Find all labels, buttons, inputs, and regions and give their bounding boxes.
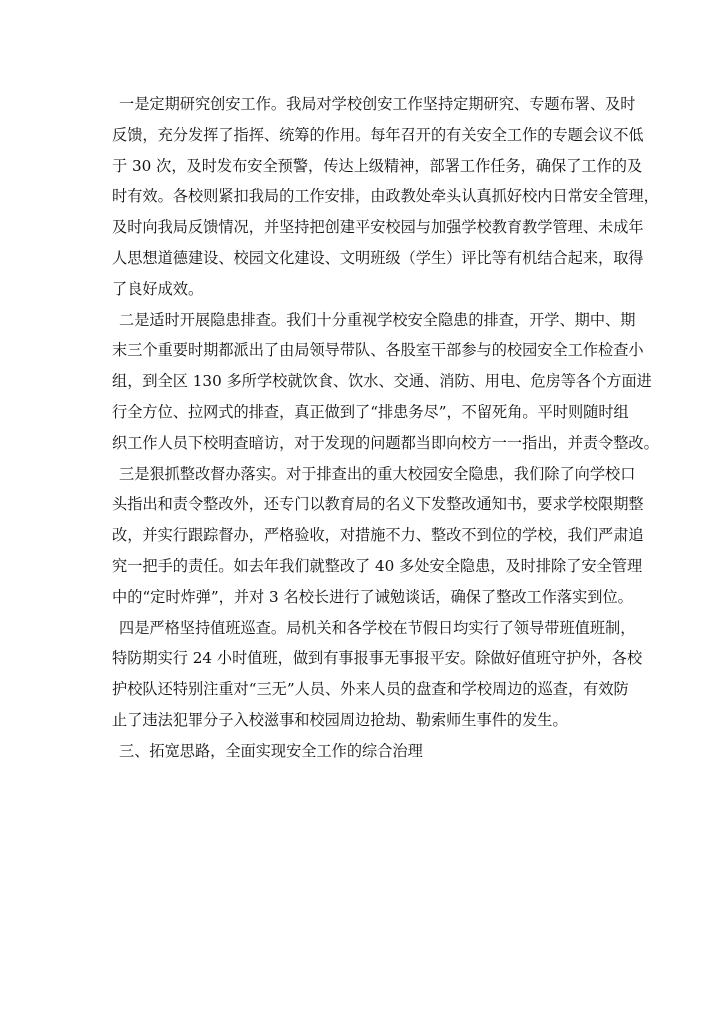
text-line: 四是严格坚持值班巡查。局机关和各学校在节假日均实行了领导带班值班制， <box>119 618 636 637</box>
paragraph-hazard-inspection <box>112 305 659 459</box>
text-line: 了良好成效。 <box>112 279 204 298</box>
text-line: 时有效。各校则紧扣我局的工作安排，由政教处牵头认真抓好校内日常安全管理， <box>112 187 659 206</box>
text-line: 止了违法犯罪分子入校滋事和校园周边抢劫、勒索师生事件的发生。 <box>112 710 568 729</box>
text-line: 二是适时开展隐患排查。我们十分重视学校安全隐患的排查，开学、期中、期 <box>119 310 636 329</box>
paragraph-rectification <box>112 459 644 613</box>
text-line: 护校队还特别注重对“三无”人员、外来人员的盘查和学校周边的巡查，有效防 <box>112 680 629 699</box>
text-line: 改，并实行跟踪督办，严格验收，对措施不力、整改不到位的学校，我们严肃追 <box>112 526 644 545</box>
text-line: 末三个重要时期都派出了由局领导带队、各股室干部参与的校园安全工作检查小 <box>112 341 644 360</box>
paragraph-duty-patrol <box>112 613 643 736</box>
text-line: 行全方位、拉网式的排查，真正做到了“排患务尽”，不留死角。平时则随时组 <box>112 402 629 421</box>
text-line: 一是定期研究创安工作。我局对学校创安工作坚持定期研究、专题布署、及时 <box>119 95 636 113</box>
text-line: 中的“定时炸弹”，并对 3 名校长进行了诫勉谈话，确保了整改工作落实到位。 <box>112 587 633 606</box>
text-line: 究一把手的责任。如去年我们就整改了 40 多处安全隐患，及时排除了安全管理 <box>112 556 643 575</box>
text-line: 于 30 次，及时发布安全预警，传达上级精神，部署工作任务，确保了工作的及 <box>112 156 643 175</box>
text-line: 头指出和责令整改外，还专门以教育局的名义下发整改通知书，要求学校限期整 <box>112 495 644 514</box>
text-line: 特防期实行 24 小时值班，做到有事报事无事报平安。除做好值班守护外，各校 <box>112 649 643 668</box>
text-line: 三是狠抓整改督办落实。对于排查出的重大校园安全隐患，我们除了向学校口 <box>119 464 636 483</box>
document-body <box>112 89 659 767</box>
text-line: 人思想道德建设、校园文化建设、文明班级（学生）评比等有机结合起来，取得 <box>112 248 644 267</box>
section-heading-text: 三、拓宽思路，全面实现安全工作的综合治理 <box>119 741 423 760</box>
text-line: 及时向我局反馈情况，并坚持把创建平安校园与加强学校教育教学管理、未成年 <box>112 218 644 237</box>
text-line: 反馈，充分发挥了指挥、统筹的作用。每年召开的有关安全工作的专题会议不低 <box>112 125 644 144</box>
section-heading <box>112 736 612 767</box>
text-line: 织工作人员下校明查暗访，对于发现的问题都当即向校方一一指出，并责令整改。 <box>112 433 659 452</box>
paragraph-regular-planning <box>112 89 659 305</box>
text-line: 组，到全区 130 多所学校就饮食、饮水、交通、消防、用电、危房等各个方面进 <box>112 372 652 391</box>
